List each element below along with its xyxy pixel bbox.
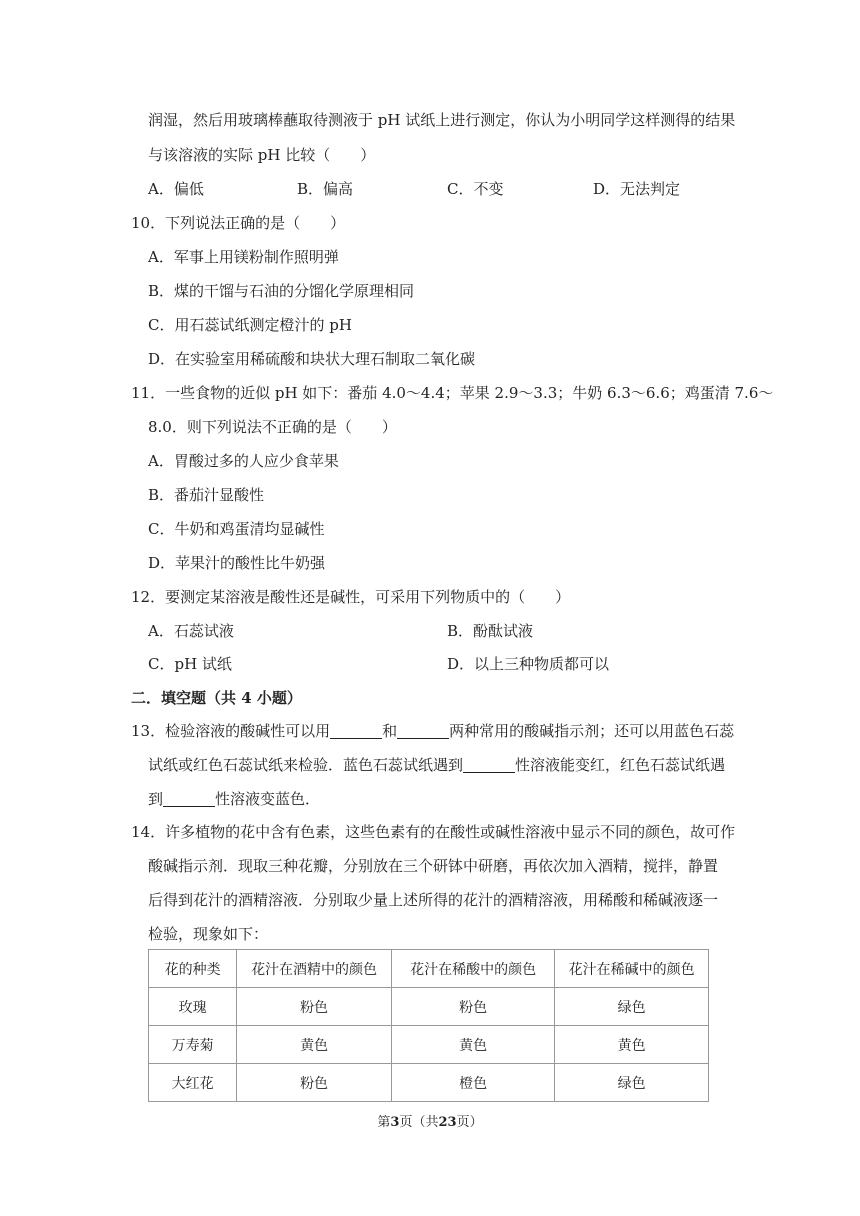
table-header-cell: 花汁在稀酸中的颜色 bbox=[391, 950, 555, 988]
q13-text: 13．检验溶液的酸碱性可以用 bbox=[131, 722, 331, 740]
q9-line1: 润湿，然后用玻璃棒蘸取待测液于 pH 试纸上进行测定，你认为小明同学这样测得的结果 bbox=[148, 111, 736, 129]
q11-option-c: C．牛奶和鸡蛋清均显碱性 bbox=[148, 520, 325, 538]
table-cell: 绿色 bbox=[555, 1064, 709, 1102]
q13-text: 到 bbox=[148, 790, 164, 808]
q9-option-b: B．偏高 bbox=[297, 180, 354, 198]
table-cell: 粉色 bbox=[237, 1064, 392, 1102]
page-number: 3 bbox=[390, 1115, 400, 1130]
q12-stem: 12．要测定某溶液是酸性还是碱性，可采用下列物质中的（ ） bbox=[131, 588, 571, 606]
page-footer bbox=[0, 1111, 860, 1130]
q13-text: 性溶液能变红，红色石蕊试纸遇 bbox=[515, 756, 726, 774]
q10-option-d: D．在实验室用稀硫酸和块状大理石制取二氧化碳 bbox=[148, 350, 476, 368]
q13-line3 bbox=[148, 789, 320, 809]
q13-text: 两种常用的酸碱指示剂；还可以用蓝色石蕊 bbox=[449, 722, 735, 740]
table-cell: 万寿菊 bbox=[149, 1026, 237, 1064]
table-header-cell: 花汁在稀碱中的颜色 bbox=[555, 950, 709, 988]
q12-option-a: A．石蕊试液 bbox=[148, 622, 234, 640]
q13-text: 和 bbox=[382, 722, 398, 740]
table-cell: 大红花 bbox=[149, 1064, 237, 1102]
q11-line2: 8.0．则下列说法不正确的是（ ） bbox=[148, 418, 397, 436]
footer-text: 页（共 bbox=[399, 1115, 439, 1130]
q9-line2: 与该溶液的实际 pH 比较（ ） bbox=[148, 146, 376, 164]
q12-option-c: C．pH 试纸 bbox=[148, 655, 232, 673]
q13-blank-1[interactable] bbox=[330, 723, 382, 739]
table-cell: 橙色 bbox=[391, 1064, 555, 1102]
table-header-row bbox=[149, 950, 709, 988]
q14-line4: 检验，现象如下： bbox=[148, 925, 269, 943]
q13-text: 性溶液变蓝色． bbox=[215, 790, 321, 808]
q12-option-b: B．酚酞试液 bbox=[447, 622, 534, 640]
total-pages: 23 bbox=[438, 1115, 457, 1130]
table-cell: 黄色 bbox=[391, 1026, 555, 1064]
q13-blank-3[interactable] bbox=[463, 757, 515, 773]
flower-color-table bbox=[148, 949, 709, 1102]
q12-option-d: D．以上三种物质都可以 bbox=[447, 655, 610, 673]
q13-line2 bbox=[148, 755, 725, 775]
q13-blank-2[interactable] bbox=[397, 723, 449, 739]
q11-line1: 11．一些食物的近似 pH 如下：番茄 4.0～4.4；苹果 2.9～3.3；牛奶 6.3～6.6；鸡蛋清 7.6～ bbox=[131, 384, 774, 402]
footer-text: 页） bbox=[456, 1115, 483, 1130]
table-cell: 粉色 bbox=[391, 988, 555, 1026]
table-row bbox=[149, 988, 709, 1026]
q10-option-c: C．用石蕊试纸测定橙汁的 pH bbox=[148, 316, 352, 334]
table-row bbox=[149, 1064, 709, 1102]
q10-option-a: A．军事上用镁粉制作照明弹 bbox=[148, 248, 339, 266]
q9-option-a: A．偏低 bbox=[148, 180, 204, 198]
q14-line2: 酸碱指示剂．现取三种花瓣，分别放在三个研钵中研磨，再依次加入酒精，搅拌，静置 bbox=[148, 857, 719, 875]
table-header-cell: 花的种类 bbox=[149, 950, 237, 988]
q9-option-d: D．无法判定 bbox=[593, 180, 681, 198]
q10-option-b: B．煤的干馏与石油的分馏化学原理相同 bbox=[148, 282, 415, 300]
table-cell: 粉色 bbox=[237, 988, 392, 1026]
table-cell: 黄色 bbox=[237, 1026, 392, 1064]
q13-text: 试纸或红色石蕊试纸来检验．蓝色石蕊试纸遇到 bbox=[148, 756, 464, 774]
section-heading: 二．填空题（共 4 小题） bbox=[131, 689, 302, 707]
table-cell: 绿色 bbox=[555, 988, 709, 1026]
table-cell: 黄色 bbox=[555, 1026, 709, 1064]
table-row bbox=[149, 1026, 709, 1064]
footer-text: 第 bbox=[377, 1115, 391, 1130]
q14-line1: 14．许多植物的花中含有色素，这些色素有的在酸性或碱性溶液中显示不同的颜色，故可作 bbox=[131, 823, 736, 841]
q13-line1 bbox=[131, 721, 734, 741]
table-cell: 玫瑰 bbox=[149, 988, 237, 1026]
q11-option-a: A．胃酸过多的人应少食苹果 bbox=[148, 452, 339, 470]
q10-stem: 10．下列说法正确的是（ ） bbox=[131, 214, 346, 232]
q14-line3: 后得到花汁的酒精溶液．分别取少量上述所得的花汁的酒精溶液，用稀酸和稀碱液逐一 bbox=[148, 891, 719, 909]
q9-option-c: C．不变 bbox=[447, 180, 504, 198]
q13-blank-4[interactable] bbox=[163, 791, 215, 807]
table-header-cell: 花汁在酒精中的颜色 bbox=[237, 950, 392, 988]
q11-option-d: D．苹果汁的酸性比牛奶强 bbox=[148, 554, 326, 572]
q11-option-b: B．番茄汁显酸性 bbox=[148, 486, 265, 504]
